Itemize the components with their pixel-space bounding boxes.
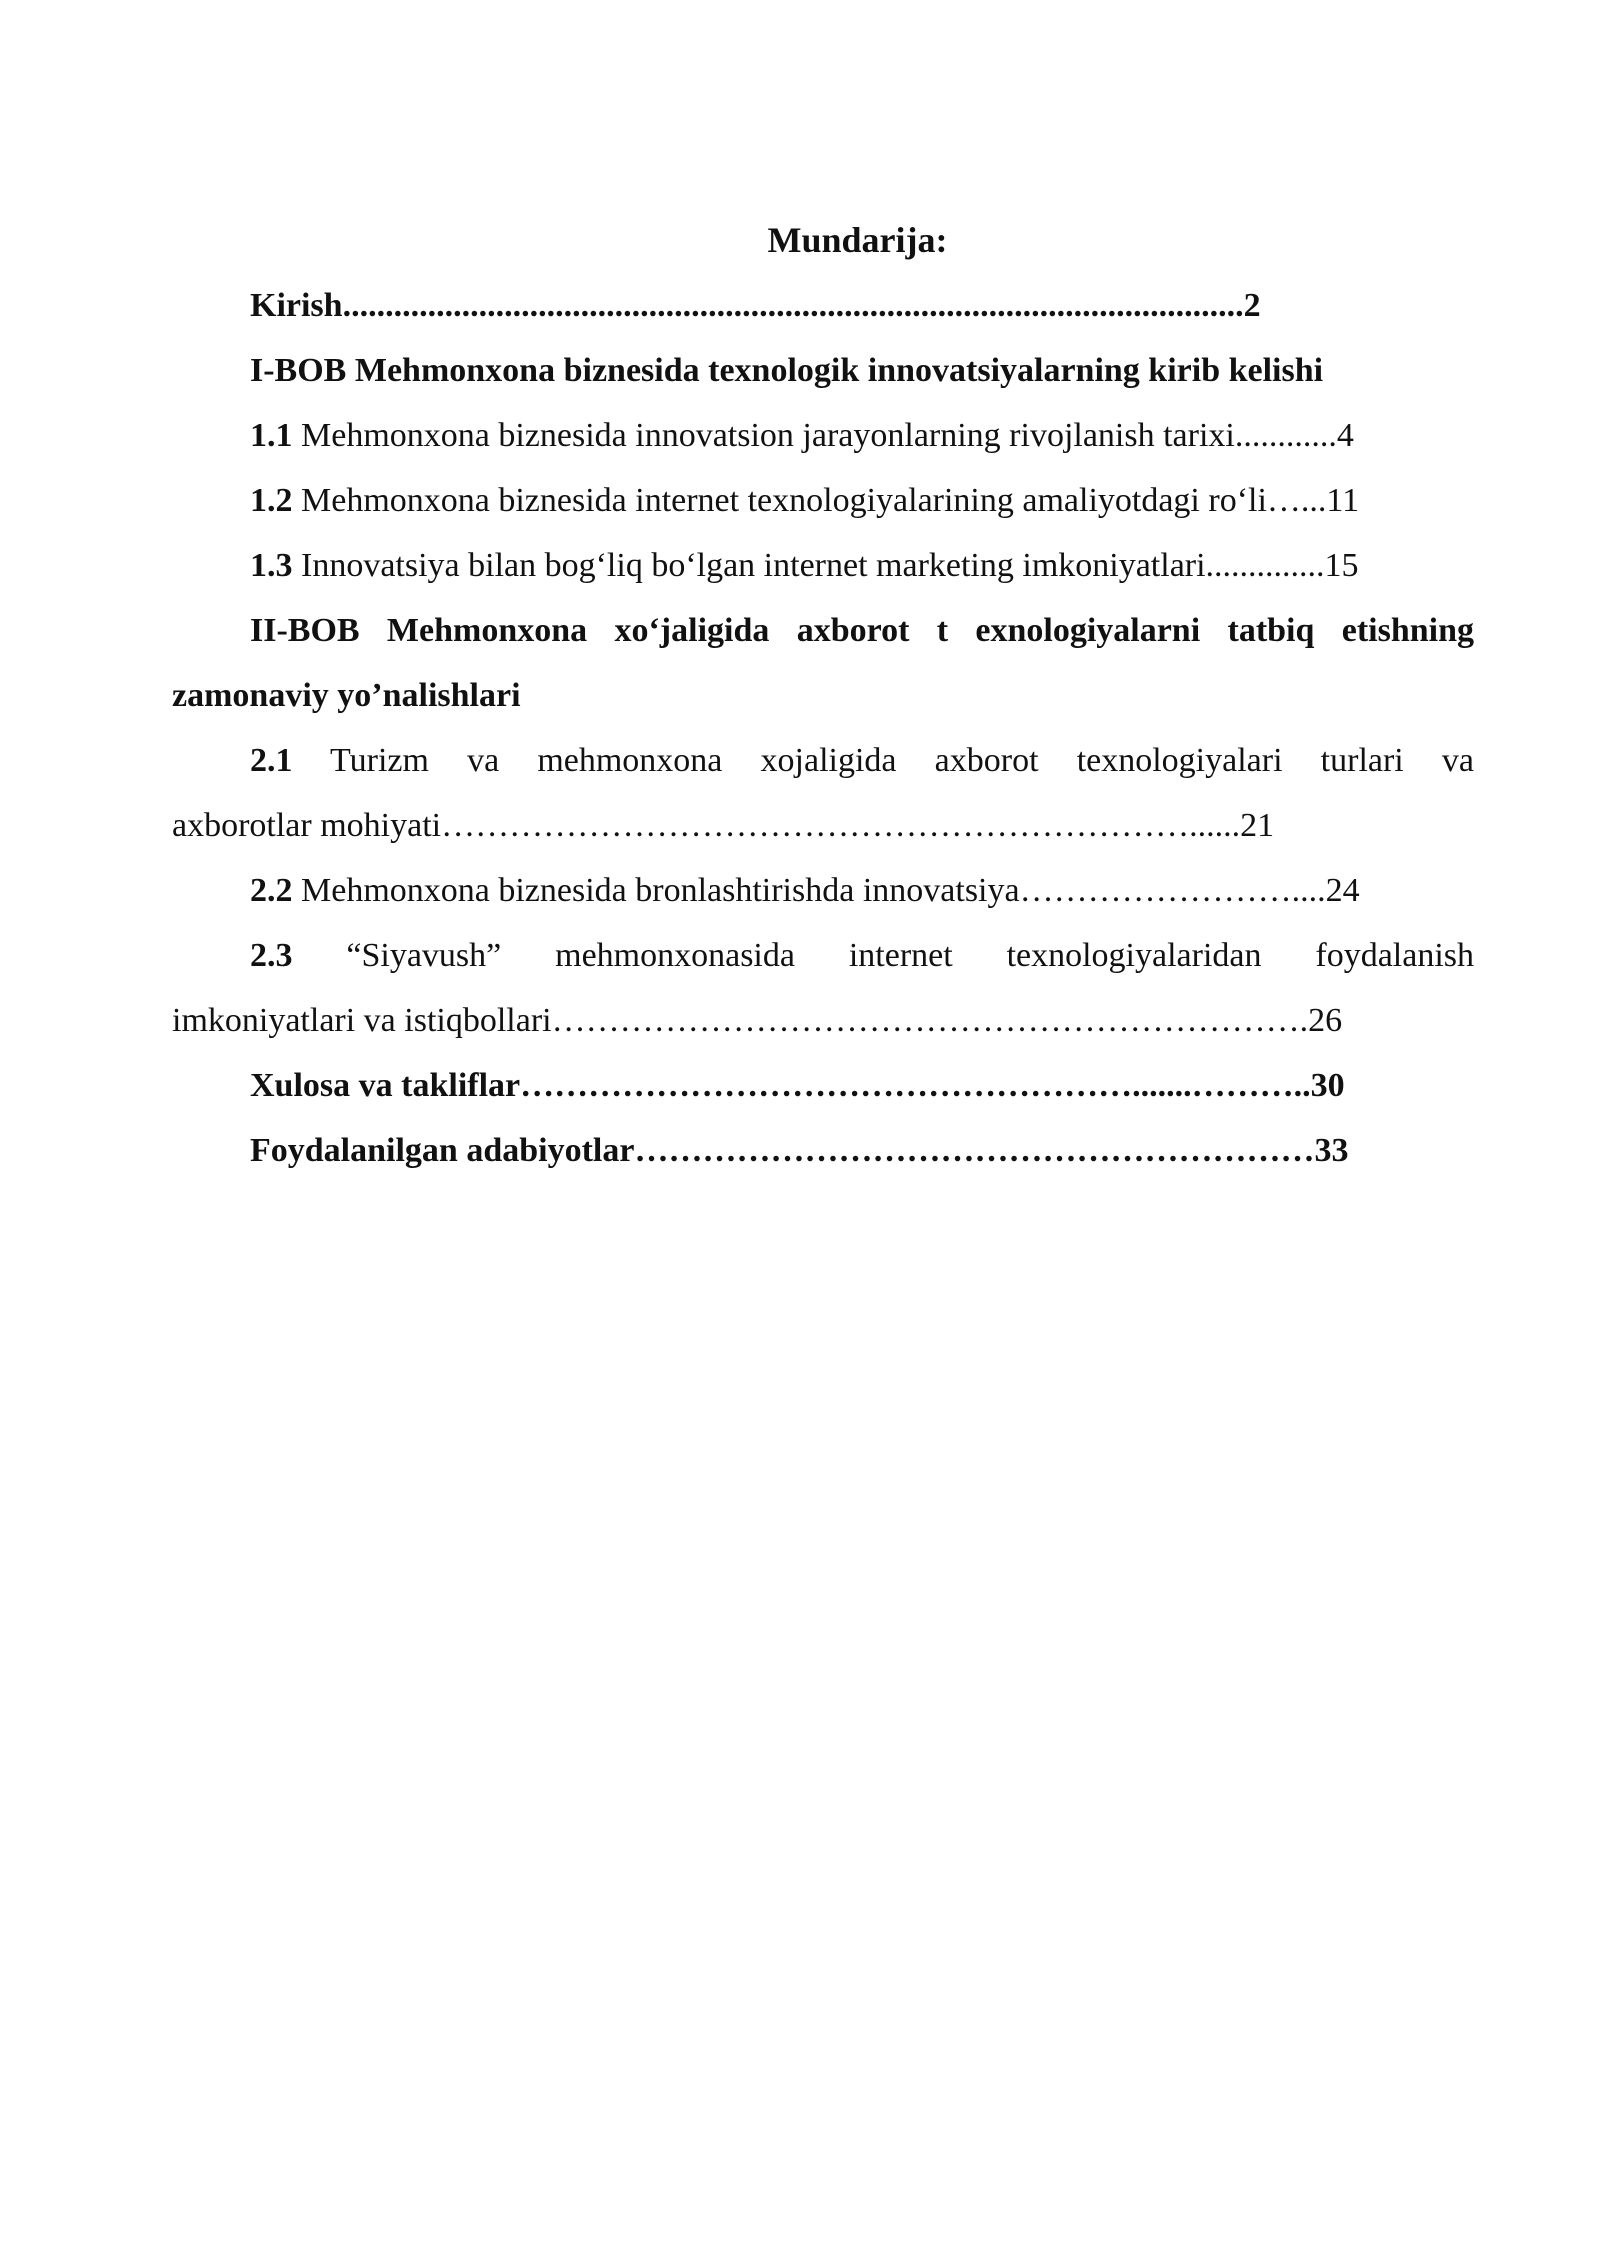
toc-entry-kirish: Kirish..........................................................................................................2 [250, 287, 1261, 324]
toc-entry-2-2 [250, 869, 1474, 913]
section-number: 1.3 [250, 547, 293, 584]
section-number: 1.2 [250, 482, 293, 519]
toc-entry-2-3 [250, 934, 1474, 978]
toc-title: Mundarija: [767, 220, 948, 260]
section-number: 2.2 [250, 872, 293, 909]
toc-entry-1-2 [250, 479, 1474, 523]
toc-entry-2-1 [250, 739, 1474, 783]
toc-chapter-1-heading: I-BOB Mehmonxona biznesida texnologik innovatsiyalarning kirib kelishi [250, 352, 1324, 389]
toc-entry-adabiyotlar: Foydalanilgan adabiyotlar……………………………………………………33 [250, 1132, 1349, 1169]
toc-chapter-2-heading-continued: zamonaviy yo’nalishlari [172, 677, 521, 714]
section-title: Mehmonxona biznesida innovatsion jarayonlarning rivojlanish tarixi............4 [292, 417, 1354, 454]
toc-chapter-2-heading: II-BOB Mehmonxona xo‘jaligida axborot t exnologiyalarni tatbiq etishning [250, 612, 1474, 649]
toc-entry-1-3 [250, 544, 1474, 588]
toc-entry-1-1 [250, 414, 1474, 458]
section-title: Innovatsiya bilan bog‘liq bo‘lgan internet marketing imkoniyatlari..............15 [292, 547, 1359, 584]
toc-entry-2-3-continued: imkoniyatlari va istiqbollari………………………………………………………….26 [172, 1002, 1343, 1039]
section-title: Mehmonxona biznesida internet texnologiyalarining amaliyotdagi ro‘li…...11 [292, 482, 1360, 519]
section-number: 2.3 [250, 937, 293, 974]
section-title: “Siyavush” mehmonxonasida internet texnologiyalaridan foydalanish [292, 937, 1474, 974]
section-title: Mehmonxona biznesida bronlashtirishda innovatsiya……………………....24 [292, 872, 1360, 909]
section-title: Turizm va mehmonxona xojaligida axborot texnologiyalari turlari va [292, 742, 1474, 779]
toc-entry-xulosa: Xulosa va takliflar……………………………………………….......………..30 [250, 1067, 1345, 1104]
section-number: 2.1 [250, 742, 293, 779]
section-number: 1.1 [250, 417, 293, 454]
toc-entry-2-1-continued: axborotlar mohiyati…………………………………………………………......21 [172, 807, 1275, 844]
